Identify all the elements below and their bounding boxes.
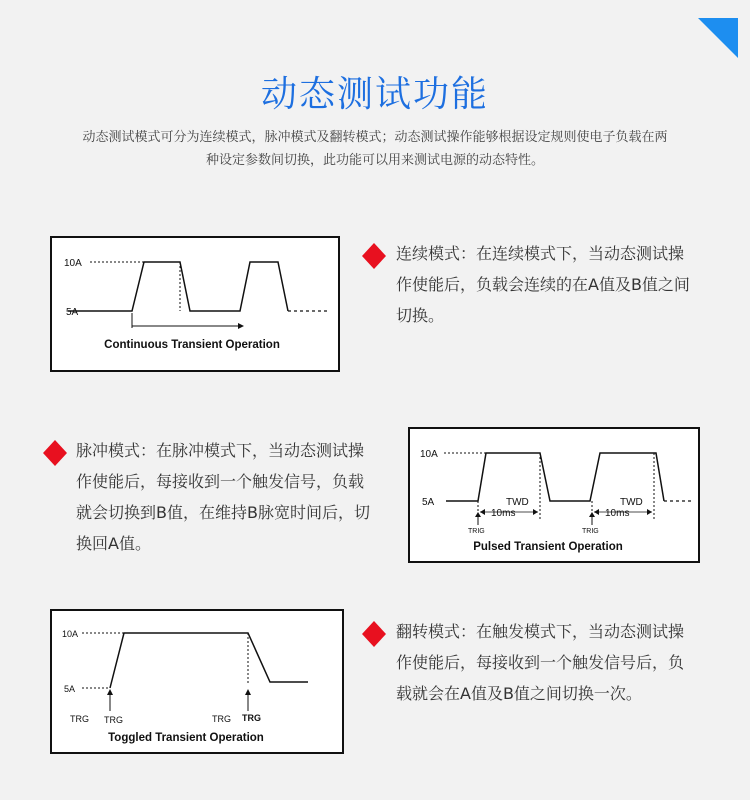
pulsed-trg-label-2: TRIG [582, 528, 599, 535]
toggled-description: 翻转模式：在触发模式下，当动态测试操作使能后，每接收到一个触发信号后，负载就会在A值及B值之间切换一次。 [396, 622, 685, 703]
pulsed-caption: Pulsed Transient Operation [473, 541, 623, 553]
pulsed-description: 脉冲模式：在脉冲模式下，当动态测试操作使能后，每接收到一个触发信号，负载就会切换到B值，在维持B脉宽时间后，切换回A值。 [76, 441, 370, 553]
pulsed-diamond-icon [43, 440, 67, 466]
toggled-low-label: 5A [64, 684, 76, 694]
continuous-diamond-icon [362, 243, 386, 269]
continuous-figure [50, 236, 340, 372]
pulsed-width-label-2: 10ms [605, 508, 630, 519]
continuous-low-label: 5A [66, 307, 79, 318]
pulsed-high-label: 10A [420, 449, 438, 460]
page-title: 动态测试功能 [260, 74, 489, 115]
pulsed-width-label-1: 10ms [491, 508, 516, 519]
pulsed-figure [408, 427, 700, 563]
continuous-caption: Continuous Transient Operation [104, 339, 280, 351]
pulsed-twd-label-1: TWD [506, 497, 529, 508]
toggled-trg-label-4: TRG [242, 713, 261, 723]
toggled-trg-label-2: TRG [104, 715, 123, 725]
toggled-trg-label-1: TRG [70, 714, 89, 724]
toggled-caption: Toggled Transient Operation [108, 732, 264, 744]
continuous-high-label: 10A [64, 258, 82, 269]
intro-paragraph: 动态测试模式可分为连续模式，脉冲模式及翻转模式；动态测试操作能够根据设定规则使电子负载在两种设定参数间切换，此功能可以用来测试电源的动态特性。 [82, 130, 668, 168]
corner-triangle-icon [698, 18, 738, 58]
toggled-figure [50, 609, 344, 754]
toggled-high-label: 10A [62, 629, 79, 639]
toggled-diamond-icon [362, 621, 386, 647]
pulsed-low-label: 5A [422, 497, 435, 508]
pulsed-twd-label-2: TWD [620, 497, 643, 508]
pulsed-trg-label-1: TRIG [468, 528, 485, 535]
continuous-description: 连续模式：在连续模式下，当动态测试操作使能后，负载会连续的在A值及B值之间切换。 [396, 244, 690, 325]
toggled-trg-label-3: TRG [212, 714, 231, 724]
